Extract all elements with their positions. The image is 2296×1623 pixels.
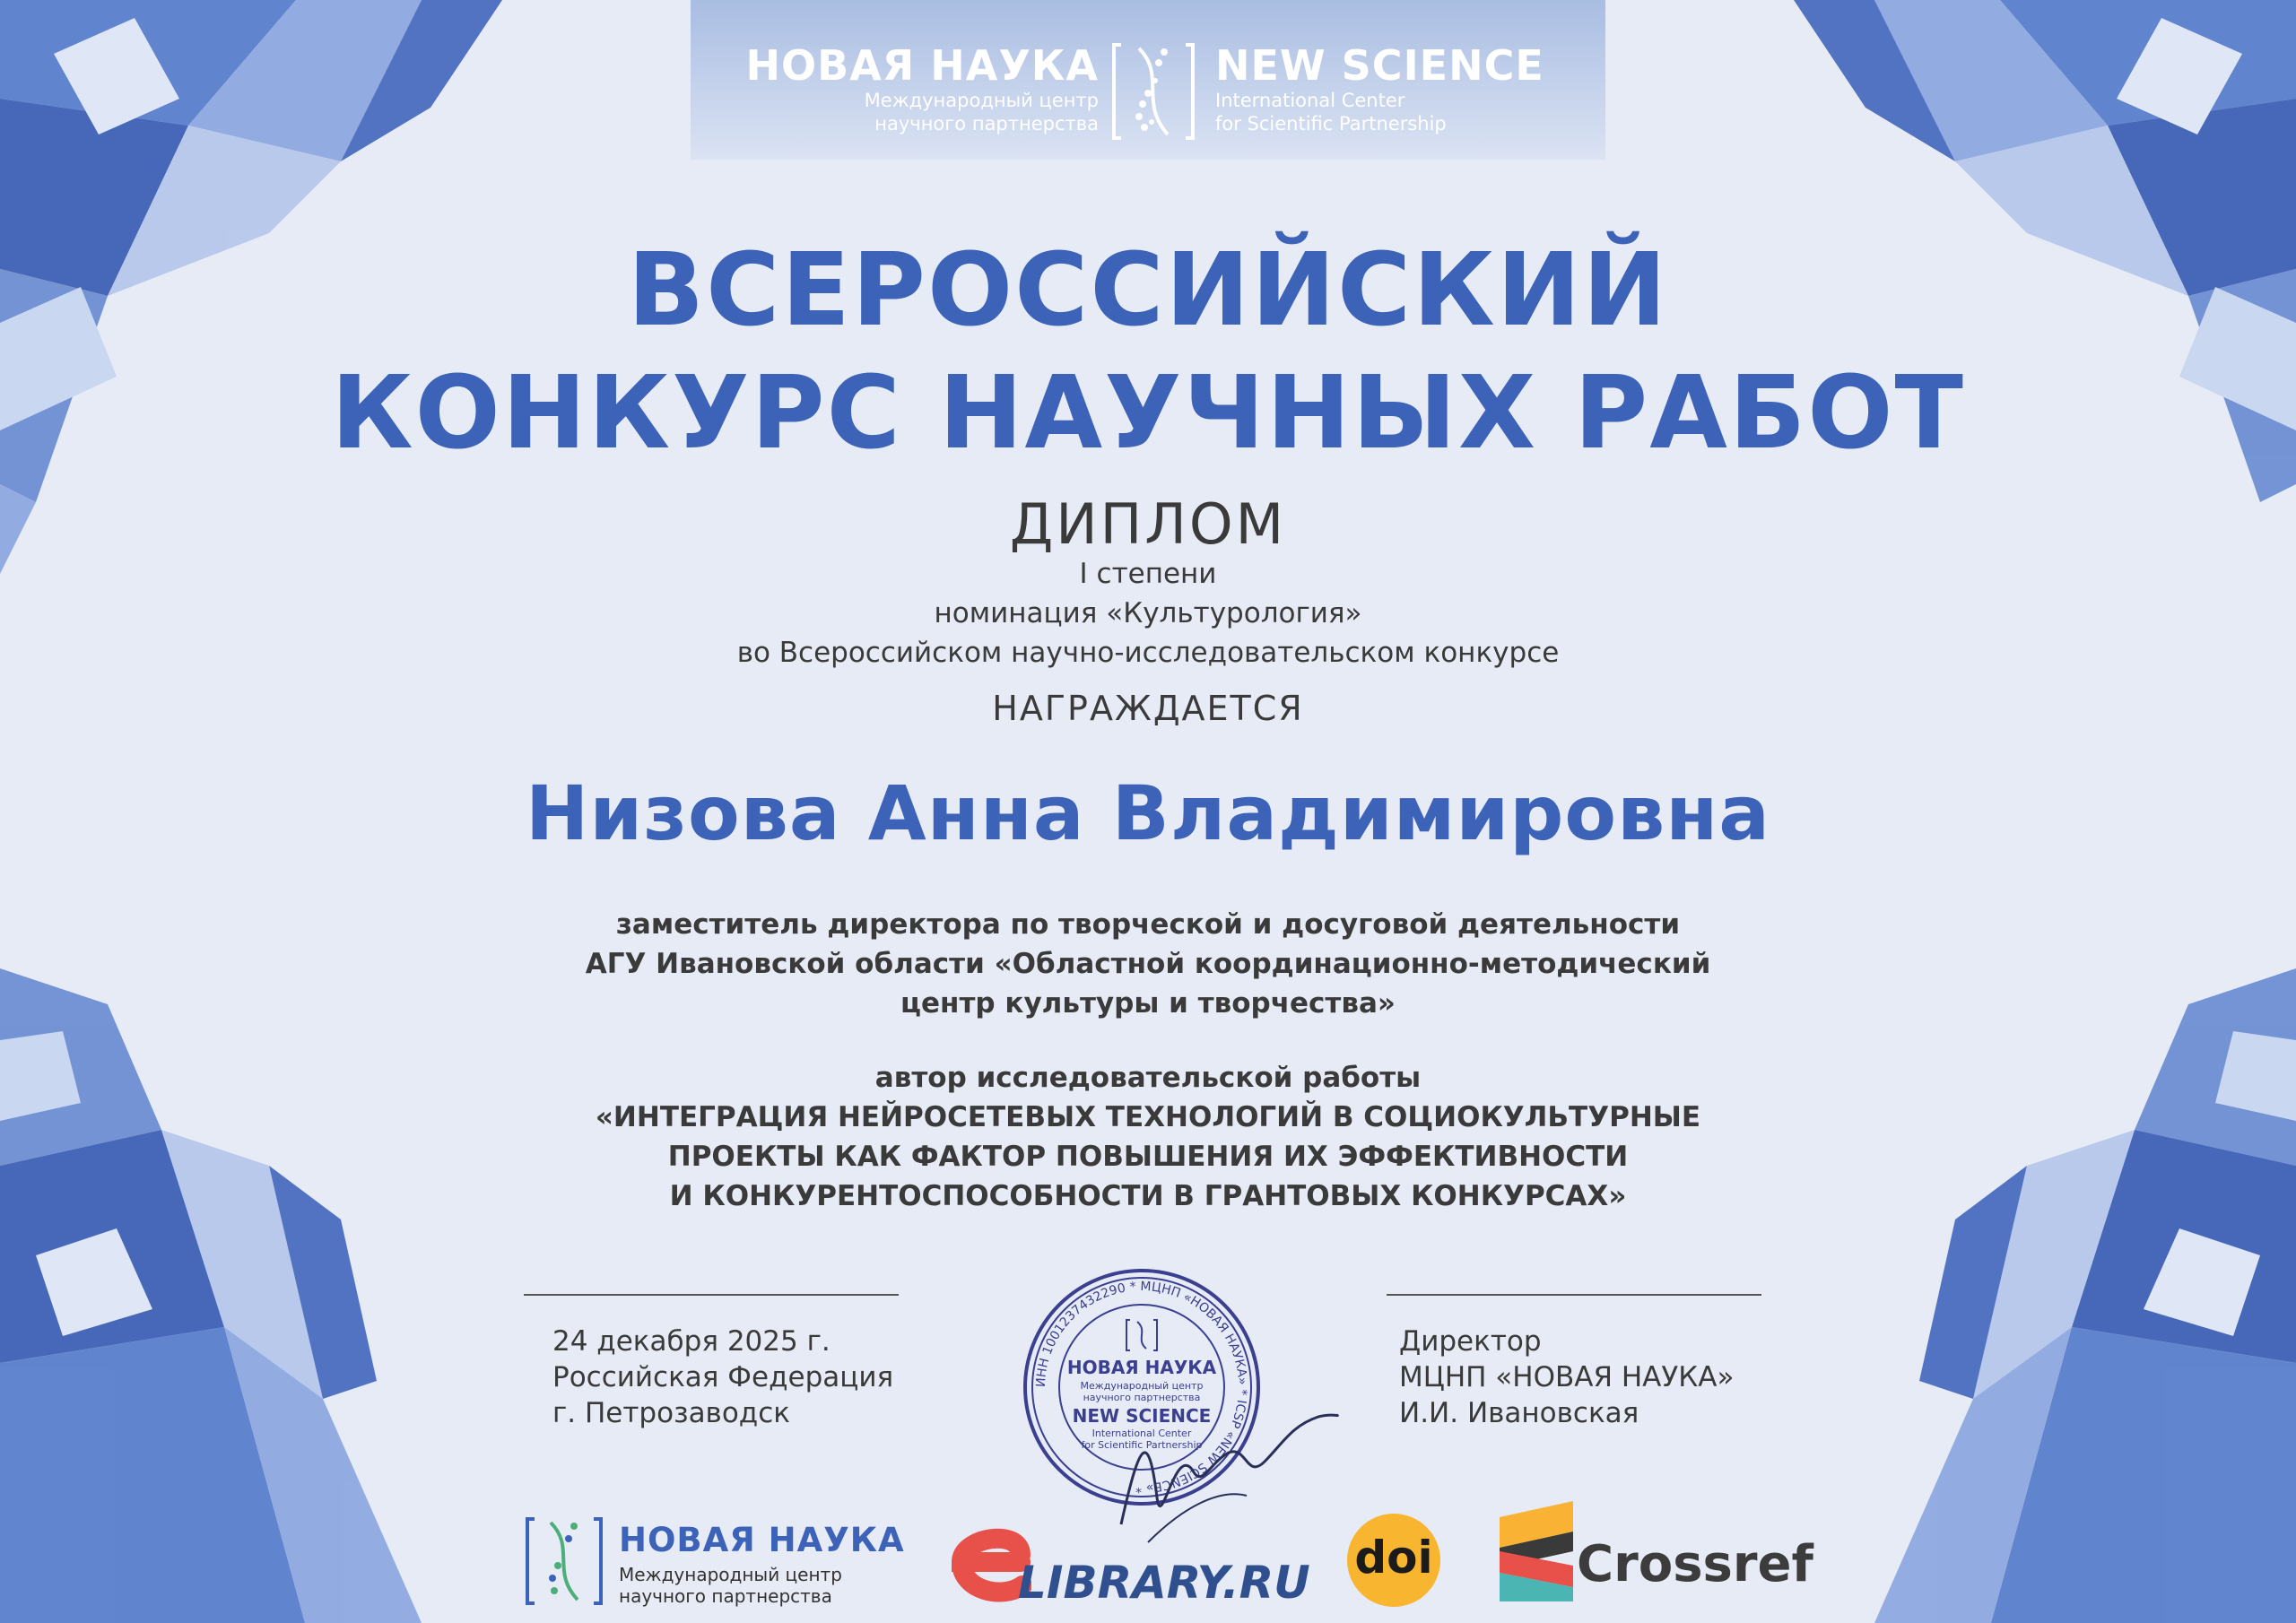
header-en-title: NEW SCIENCE	[1215, 41, 1544, 90]
footer-date: 24 декабря 2025 г.	[552, 1325, 831, 1358]
main-title-line-2: КОНКУРС НАУЧНЫХ РАБОТ	[331, 355, 1965, 472]
header-ru-subtitle-1: Международный центр	[864, 90, 1099, 111]
footer-person: И.И. Ивановская	[1399, 1397, 1639, 1429]
stamp-ru-title: НОВАЯ НАУКА	[1066, 1357, 1217, 1378]
work-intro: автор исследовательской работы	[874, 1062, 1422, 1094]
crossref-logo-icon	[1500, 1501, 1573, 1601]
new-science-logo-sub-2: научного партнерства	[619, 1585, 832, 1607]
footer-org: МЦНП «НОВАЯ НАУКА»	[1399, 1361, 1735, 1393]
stamp-ru-sub-2: научного партнерства	[1083, 1392, 1201, 1403]
work-title-line-1: «ИНТЕГРАЦИЯ НЕЙРОСЕТЕВЫХ ТЕХНОЛОГИЙ В СОЦИОКУЛЬТУРНЫЕ	[595, 1101, 1701, 1133]
stamp-dna-icon	[1126, 1320, 1157, 1350]
footer-role: Директор	[1399, 1325, 1542, 1358]
stamp-ru-sub-1: Международный центр	[1080, 1380, 1204, 1392]
header-ru-subtitle-2: научного партнерства	[874, 113, 1099, 135]
doi-logo-text: doi	[1354, 1532, 1433, 1584]
footer-city: г. Петрозаводск	[552, 1397, 790, 1429]
recipient-position-line-3: центр культуры и творчества»	[900, 987, 1396, 1020]
header-ru-title: НОВАЯ НАУКА	[745, 41, 1099, 90]
main-title-line-1: ВСЕРОССИЙСКИЙ	[627, 232, 1669, 349]
right-signature-line	[1387, 1294, 1761, 1296]
recipient-position-line-1: заместитель директора по творческой и досуговой деятельности	[615, 908, 1681, 941]
left-signature-line	[524, 1294, 899, 1296]
director-signature	[1112, 1390, 1345, 1551]
work-title-line-3: И КОНКУРЕНТОСПОСОБНОСТИ В ГРАНТОВЫХ КОНКУРСАХ»	[669, 1180, 1627, 1212]
elibrary-logo-text: LIBRARY.RU	[1018, 1557, 1310, 1609]
crossref-logo-text: Crossref	[1577, 1535, 1813, 1593]
diploma-label: ДИПЛОМ	[1009, 491, 1287, 557]
dna-logo-icon	[1112, 39, 1195, 143]
stamp-en-title: NEW SCIENCE	[1072, 1405, 1212, 1427]
diploma-contest: во Всероссийском научно-исследовательском конкурсе	[736, 637, 1560, 669]
diploma-degree: I степени	[1079, 558, 1217, 590]
new-science-logo-icon	[526, 1515, 603, 1607]
recipient-position-line-2: АГУ Ивановской области «Областной координационно-методический	[585, 948, 1711, 980]
work-title-line-2: ПРОЕКТЫ КАК ФАКТОР ПОВЫШЕНИЯ ИХ ЭФФЕКТИВНОСТИ	[667, 1141, 1629, 1173]
stamp-en-sub-1: International Center	[1091, 1428, 1192, 1439]
awarded-label: НАГРАЖДАЕТСЯ	[992, 689, 1304, 728]
diploma-nomination: номинация «Культурология»	[934, 597, 1362, 629]
header-en-subtitle-1: International Center	[1215, 90, 1405, 111]
header-en-subtitle-2: for Scientific Partnership	[1215, 113, 1447, 135]
stamp-ring-text: ИНН 1001237432290 * МЦНП «НОВАЯ НАУКА» * ICSP «NEW SCIENCE» *	[1033, 1279, 1250, 1496]
new-science-logo-sub-1: Международный центр	[619, 1564, 842, 1585]
stamp-en-sub-2: for Scientific Partnership	[1081, 1439, 1203, 1451]
recipient-name: Низова Анна Владимировна	[526, 769, 1770, 857]
new-science-logo-title: НОВАЯ НАУКА	[619, 1521, 905, 1559]
footer-country: Российская Федерация	[552, 1361, 894, 1393]
